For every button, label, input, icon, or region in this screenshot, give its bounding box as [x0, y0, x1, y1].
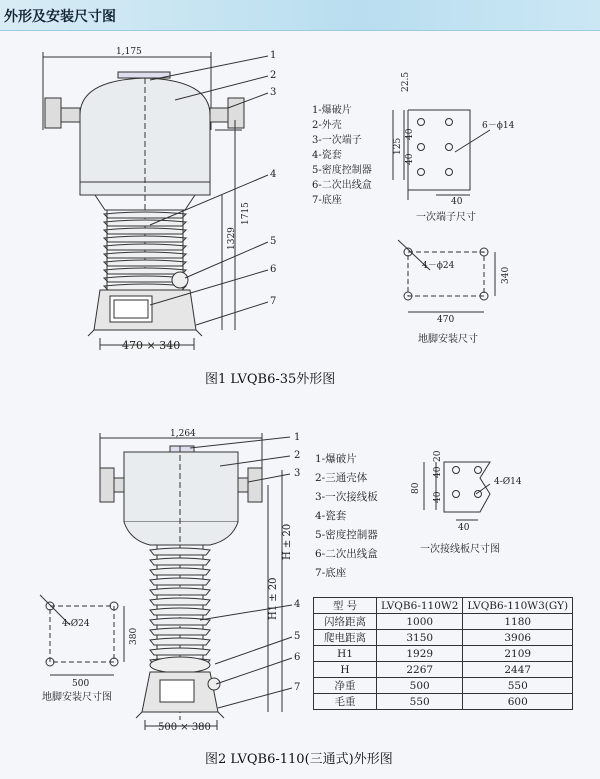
fig2-mount-hole: 4-Ø24 [62, 619, 90, 629]
fig2-plate-d1: 40 [433, 466, 443, 478]
fig1-legend-4: 4-瓷套 [312, 150, 342, 161]
porcelain-shed [104, 252, 186, 258]
fig1-drawing [0, 30, 600, 410]
fig2-plate-bottom: 40 [458, 523, 470, 533]
table-cell: H1 [314, 646, 377, 662]
fig1-callout-3: 3 [270, 87, 277, 98]
fig1-mount-h: 340 [501, 266, 511, 284]
table-cell: 2267 [377, 662, 463, 678]
porcelain-shed [104, 236, 186, 242]
table-cell: 爬电距离 [314, 630, 377, 646]
fig2-legend-2: 2-三通壳体 [315, 472, 368, 484]
fig1-legend-1: 1-爆破片 [312, 105, 352, 116]
table-cell: H [314, 662, 377, 678]
fig2-caption: 图2 LVQB6-110(三通式)外形图 [205, 752, 393, 767]
porcelain-shed [150, 548, 210, 555]
fig1-legend-3: 3-一次端子 [312, 135, 362, 146]
porcelain-shed [104, 260, 186, 266]
fig1-base-dim: 470 × 340 [122, 339, 181, 352]
porcelain-shed [150, 628, 210, 635]
fig1-callout-6: 6 [270, 264, 277, 275]
table-cell: 闪络距离 [314, 614, 377, 630]
table-cell: 净重 [314, 678, 377, 694]
fig2-legend-3: 3-一次接线板 [315, 491, 378, 503]
porcelain-shed [150, 638, 210, 645]
page-title: 外形及安装尺寸图 [4, 9, 116, 25]
table-cell: 500 [377, 678, 463, 694]
fig1-term-d1: 22.5 [401, 71, 411, 92]
fig1-callout-5: 5 [270, 236, 277, 247]
fig1-callout-4: 4 [270, 169, 277, 180]
fig1-legend-2: 2-外壳 [312, 120, 342, 131]
fig1-caption: 图1 LVQB6-35外形图 [205, 372, 336, 387]
fig2-h1-dim: H1 ± 20 [268, 577, 279, 620]
fig1-height-mid: 1329 [227, 227, 237, 250]
table-cell: 1000 [377, 614, 463, 630]
fig1-term-label: 一次端子尺寸 [416, 212, 476, 223]
table-cell: 1180 [463, 614, 573, 630]
table-cell: 3150 [377, 630, 463, 646]
fig2-legend-7: 7-底座 [315, 567, 347, 579]
table-cell: 550 [463, 678, 573, 694]
porcelain-shed [150, 648, 210, 655]
fig1-mount-w: 470 [437, 315, 455, 325]
table-row [314, 646, 573, 662]
fig2-callout-3: 3 [294, 468, 301, 479]
porcelain-shed [150, 588, 210, 595]
fig2-mount-h: 380 [129, 627, 139, 645]
porcelain-shed [104, 220, 186, 226]
fig1-term-bottom: 40 [451, 197, 463, 207]
porcelain-shed [104, 228, 186, 234]
table-row [314, 678, 573, 694]
table-cell: 600 [463, 694, 573, 710]
fig1-legend-6: 6-二次出线盒 [312, 180, 372, 191]
fig1-term-d3: 40 [405, 153, 415, 165]
fig2-plate-label: 一次接线板尺寸图 [420, 544, 500, 555]
porcelain-shed [150, 608, 210, 615]
fig1-term-d2: 40 [405, 128, 415, 140]
fig2-callout-6: 6 [294, 652, 301, 663]
fig1-mount-label: 地脚安装尺寸 [418, 334, 478, 345]
fig1-legend-5: 5-密度控制器 [312, 165, 372, 176]
page-header [0, 0, 600, 31]
table-row [314, 694, 573, 710]
porcelain-shed [150, 598, 210, 605]
fig2-callout-4: 4 [294, 599, 301, 610]
fig2-h-dim: H ± 20 [282, 523, 293, 560]
fig1-callout-2: 2 [270, 70, 277, 81]
table-header-row [314, 598, 573, 614]
fig1-mount-hole: 4－ϕ24 [422, 261, 455, 271]
fig1-callout-1: 1 [270, 50, 277, 61]
table-cell: 2447 [463, 662, 573, 678]
fig2-callout-7: 7 [294, 682, 301, 693]
fig2-legend-5: 5-密度控制器 [315, 529, 378, 541]
table-cell: 2109 [463, 646, 573, 662]
spec-table [313, 597, 573, 710]
table-cell: 3906 [463, 630, 573, 646]
table-header-cell: LVQB6-110W2 [377, 598, 463, 614]
fig1-term-hole: 6－ϕ14 [482, 121, 515, 131]
fig2-plate-d2: 20 [433, 450, 443, 462]
porcelain-shed [150, 578, 210, 585]
table-header-cell: LVQB6-110W3(GY) [463, 598, 573, 614]
fig2-mount-label: 地脚安装尺寸图 [42, 692, 112, 703]
table-header-cell: 型 号 [314, 598, 377, 614]
porcelain-shed [104, 268, 186, 274]
fig1-width-dim: 1,175 [116, 47, 142, 57]
porcelain-shed [150, 618, 210, 625]
porcelain-shed [104, 244, 186, 250]
table-cell: 毛重 [314, 694, 377, 710]
table-row [314, 662, 573, 678]
table-cell: 1929 [377, 646, 463, 662]
table-row [314, 630, 573, 646]
fig2-drawing [0, 420, 600, 765]
fig1-legend-7: 7-底座 [312, 195, 342, 206]
fig1-height-total: 1715 [241, 202, 251, 225]
porcelain-shed [150, 558, 210, 565]
table-row [314, 614, 573, 630]
fig2-plate-d3: 40 [433, 491, 443, 503]
fig2-callout-5: 5 [294, 631, 301, 642]
table-cell: 550 [377, 694, 463, 710]
fig1-term-d4: 125 [393, 137, 403, 155]
fig2-legend-6: 6-二次出线盒 [315, 548, 378, 560]
fig2-legend-1: 1-爆破片 [315, 453, 357, 465]
fig2-legend-4: 4-瓷套 [315, 510, 347, 522]
fig2-mount-w: 500 [72, 679, 90, 689]
fig2-callout-1: 1 [294, 432, 301, 443]
fig2-callout-2: 2 [294, 450, 301, 461]
fig2-plate-total: 80 [411, 482, 421, 494]
fig2-plate-hole: 4-Ø14 [494, 477, 522, 487]
fig1-callout-7: 7 [270, 296, 277, 307]
fig2-width-dim: 1,264 [170, 429, 196, 439]
fig2-base-dim: 500 × 380 [158, 722, 211, 733]
porcelain-shed [150, 568, 210, 575]
